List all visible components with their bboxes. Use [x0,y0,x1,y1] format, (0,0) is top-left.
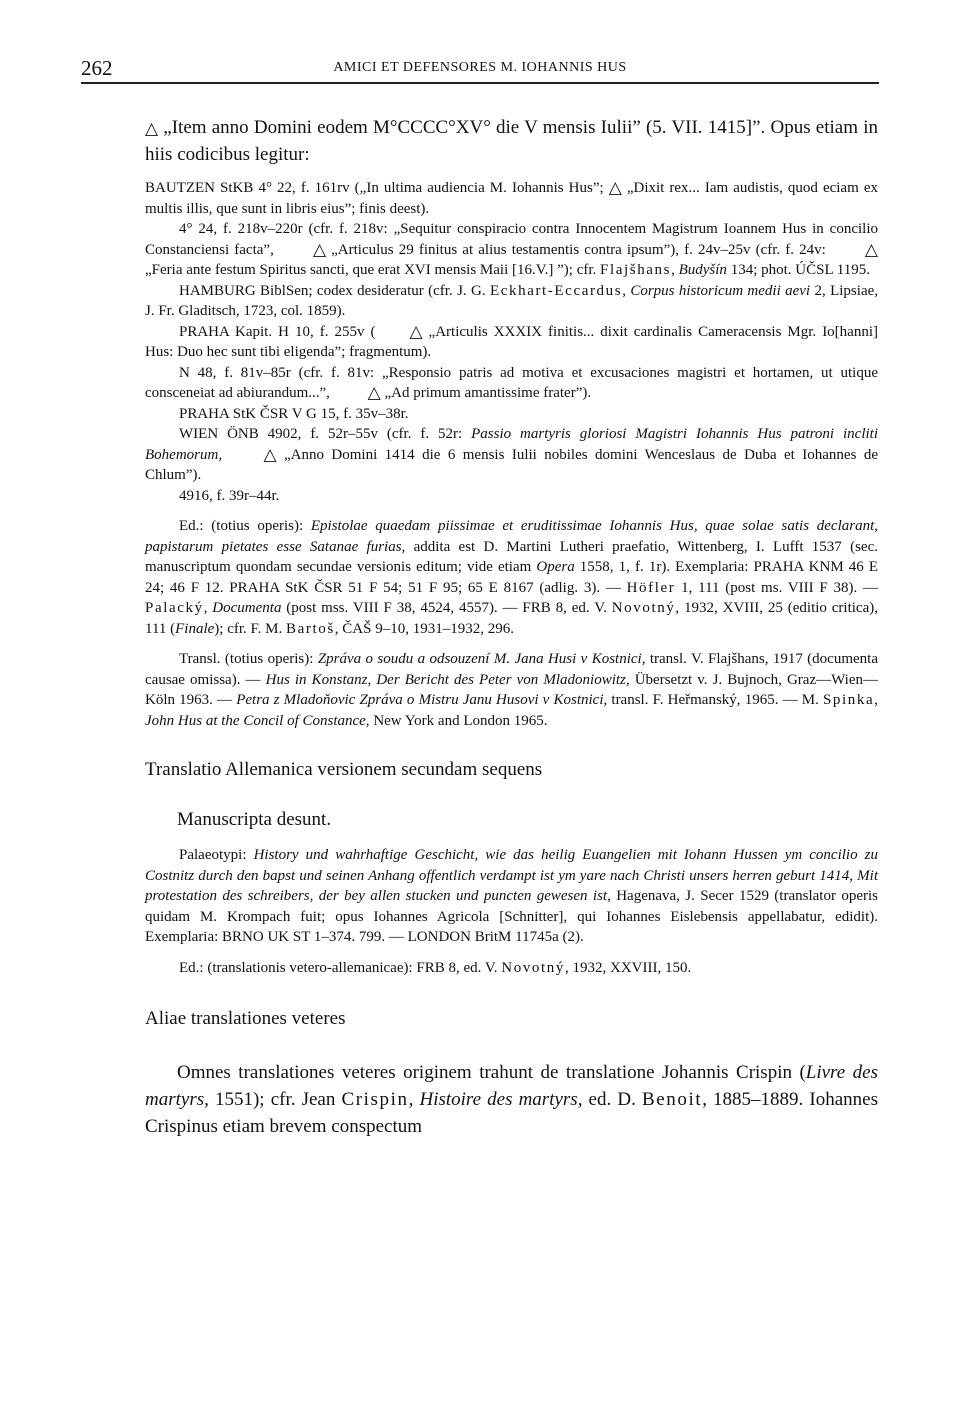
text-run: , [408,1089,420,1110]
spaced-author-name: Benoit [641,1089,703,1110]
text-run: HAMBURG BiblSen; codex desideratur (cfr. J. G. [179,282,490,299]
text-run: Ed.: (translationis vetero-allemanicae): FRB 8, ed. V. [179,959,502,976]
text-run: „Dixit rex... Iam audistis, quod eciam ex multis illis, que sunt in libris eius”; finis deest). [145,180,878,217]
text-run: Transl. (totius operis): [179,651,318,667]
text-run: Manuscripta desunt. [177,809,332,830]
spaced-author-name: Bartoš [286,620,335,637]
text-run: New York and London 1965. [369,712,548,729]
italic-title: Finale [175,620,215,637]
page-body [145,114,878,1140]
spaced-author-name: Flajšhans [600,262,672,278]
paragraph-b15 [145,958,878,979]
text-run: 4° 24, f. 218v–220r (cfr. f. 218v: „Sequitur conspiracio contra Innocentem Magistrum Ioannem Hus in concilio Constanciensi facta”, [145,221,878,258]
text-run: Omnes translationes veteres originem trahunt de translatione Johannis Crispin ( [177,1062,806,1083]
text-run: , [671,262,679,278]
text-run: 134; phot. ÚČSL 1195. [726,262,871,278]
text-run: ed. D. [582,1089,642,1110]
paragraph-b16 [145,1005,878,1032]
text-run: Übersetzt v. J. Bujnoch, Graz—Wien—Köln 1963. — [145,671,878,708]
text-run: 2, Lipsiae, J. Fr. Gladitsch, 1723, col. 1859). [145,282,879,319]
triangle-icon: △ [312,239,327,259]
triangle-icon: △ [864,239,878,259]
paragraph-b14 [145,845,878,948]
paragraph-b17 [145,1059,878,1140]
text-run: , 1885–1889. Iohannes Crispinus etiam brevem conspectum [145,1089,879,1137]
italic-title: Epistolae quaedam piissimae et eruditissimae Iohannis Hus, quae solae satis declarant, papistarum pietates esse Satanae furias, [145,518,878,555]
text-run: BAUTZEN StKB 4° 22, f. 161rv („In ultima audiencia M. Iohannis Hus”; [145,180,609,196]
text-run: , 1932, XXVIII, 150. [565,959,692,976]
text-run: , 1932, XVIII, 25 (editio critica), 111 ( [145,600,878,637]
spaced-author-name: Crispin [341,1089,409,1110]
text-run: „Feria ante festum Spiritus sancti, que erat XVI mensis Maii [16.V.] ”); cfr. [145,262,601,278]
text-run: 1, 111 (post ms. VIII F 38). — [675,579,878,596]
spaced-author-name: Novotný [501,959,565,976]
paragraph-b6 [145,363,878,404]
triangle-icon: △ [608,178,622,197]
italic-title: Budyšín [678,262,727,278]
page-number: 262 [81,56,113,80]
paragraph-b13 [145,806,878,833]
text-run [222,447,229,463]
text-run: PRAHA Kapit. H 10, f. 255v ( [179,323,376,340]
text-run: , [622,282,631,299]
text-run: transl. V. Flajšhans, 1917 (documenta causae omissa). — [145,651,878,688]
italic-title: Hus in Konstanz, Der Bericht des Peter von Mladoniowitz, [265,671,630,688]
text-run: , [874,692,879,708]
spaced-author-name: Novotný [611,600,676,616]
text-run: , ČAŠ 9–10, 1931–1932, 296. [334,620,514,637]
italic-title: Petra z Mladoňovic Zpráva o Mistru Janu Husovi v Kostnici, [236,692,608,708]
text-run: , [203,600,213,616]
text-run: (post mss. VIII F 38, 4524, 4557). — FRB 8, ed. V. [281,600,612,616]
paragraph-b7 [145,404,878,425]
spaced-author-name: Spinka [822,692,875,708]
text-run: „Anno Domini 1414 die 6 mensis Iulii nobiles domini Wenceslaus de Duba et Iohannes de Chlum”). [145,446,878,483]
italic-title: Opera [536,559,575,575]
text-run: addita est D. Martini Lutheri praefatio, Wittenberg, I. Lufft 1537 (sec. manuscriptum quondam secundae versionis editum; vide etiam [145,538,879,575]
paragraph-b9 [145,486,878,507]
text-run: Hagenava, J. Secer 1529 (translator operis quidam M. Krompach fuit; opus Iohannes Agricola [Schnitter], qui Iohannes Eislebensis appellabatur, edidit). Exemplaria: BRNO UK ST 1–374. 799. — LONDON BritM 11745a (2). [145,888,878,945]
italic-title: Corpus historicum medii aevi [630,282,811,299]
text-run: „Articulis XXXIX finitis... dixit cardinalis Cameracensis Mgr. Io[hanni] Hus: Duo hec sunt tibi eligenda”; fragmentum). [145,323,879,360]
text-run: Aliae translationes veteres [145,1008,346,1029]
header-rule [81,82,879,84]
text-run: „Ad primum amantissime frater”). [380,385,592,401]
italic-title: Histoire des martyrs, [419,1089,583,1110]
paragraph-b2 [145,178,878,219]
triangle-icon: △ [367,383,381,402]
triangle-icon: △ [263,444,277,464]
paragraph-b8 [145,424,878,486]
italic-title: Zpráva o soudu a odsouzení M. Jana Husi v Kostnici, [317,651,646,667]
text-run: PRAHA StK ČSR V G 15, f. 35v–38r. [179,405,409,422]
spaced-author-name: Höfler [626,579,676,596]
running-title: AMICI ET DEFENSORES M. IOHANNIS HUS [333,60,627,75]
paragraph-b5 [145,322,878,363]
paragraph-b3 [145,219,878,281]
text-run: Translatio Allemanica versionem secundam sequens [145,759,543,780]
italic-title: John Hus at the Concil of Constance, [145,712,370,729]
text-run: „Item anno Domini eodem M°CCCC°XV° die V mensis Iulii” (5. VII. 1415]”. Opus etiam in hiis codicibus legitur: [145,117,878,165]
italic-title: Documenta [212,600,282,616]
italic-title: History und wahrhaftige Geschicht, wie das heilig Euangelien mit Iohann Hussen ym concilio zu Costnitz durch den bapst und seinen Anhang offentlich verdampt ist ym yare nach Christi unsers herren geburt 1414, Mit protestation des schreibers, der bey allen stucken und puncten gewesen ist, [145,847,878,904]
italic-title: Livre des martyrs, [145,1062,878,1110]
text-run: WIEN ÖNB 4902, f. 52r–55v (cfr. f. 52r: [179,426,472,442]
text-run: transl. F. Heřmanský, 1965. — M. [607,692,823,708]
text-run: 1558, 1, f. 1r). Exemplaria: PRAHA KNM 46 E 24; 46 F 12. PRAHA StK ČSR 51 F 54; 51 F 95; 65 E 8167 (adlig. 3). — [145,559,879,596]
paragraph-b1 [145,114,878,168]
italic-title: Passio martyris gloriosi Magistri Iohannis Hus patroni incliti Bohemorum, [145,426,878,463]
text-run: 1551); cfr. Jean [208,1089,342,1110]
text-run: N 48, f. 81v–85r (cfr. f. 81v: „Responsio patris ad motiva et excusaciones magistri et hortamen, ut utique consceneiat ad abiurandum...”, [145,364,878,401]
spaced-author-name: Palacký [145,600,204,616]
paragraph-b12 [145,756,878,783]
text-run: Palaeotypi: [179,847,254,863]
text-run: Ed.: (totius operis): [179,518,311,534]
text-run: 4916, f. 39r–44r. [179,487,280,504]
paragraph-b11 [145,649,878,731]
spaced-author-name: Eckhart-Eccardus [489,282,623,299]
paragraph-b10 [145,516,878,639]
text-run: ); cfr. F. M. [214,620,287,637]
triangle-icon: △ [145,119,159,138]
triangle-icon: △ [409,321,423,341]
paragraph-b4 [145,281,878,322]
text-run: „Articulus 29 finitus at alius testamentis contra ipsum”), f. 24v–25v (cfr. f. 24v: [326,241,831,258]
